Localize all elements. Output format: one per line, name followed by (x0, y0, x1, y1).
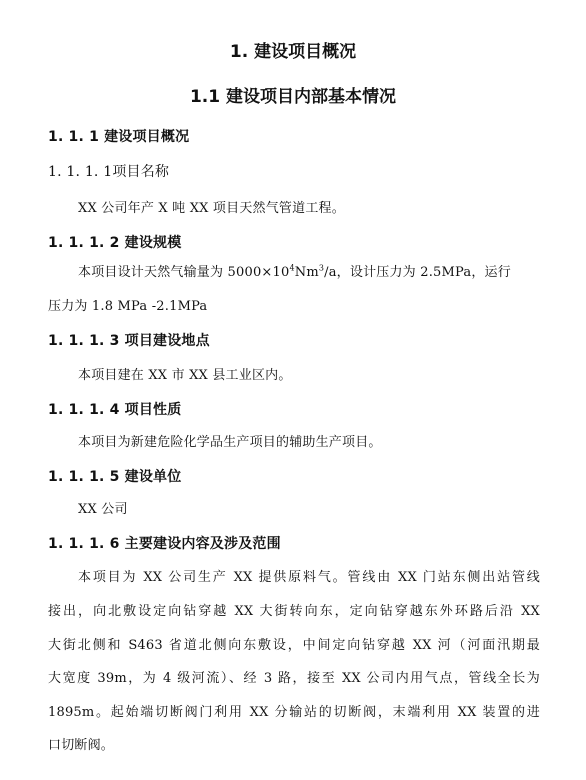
scale-superscript-2: 3 (318, 263, 325, 273)
content-line-2: 接出，向北敷设定向钻穿越 XX 大街转向东，定向钻穿越东外环路后沿 XX (48, 604, 540, 619)
section-heading-1-1-1-5: 1. 1. 1. 5 建设单位 (48, 469, 182, 485)
content-line-4: 大宽度 39m，为 4 级河流）、经 3 路，接至 XX 公司内用气点，管线全长为 (48, 671, 540, 686)
content-line-1: 本项目为 XX 公司生产 XX 提供原料气。管线由 XX 门站东侧出站管线 (78, 570, 540, 585)
document-title: 1. 建设项目概况 (229, 42, 357, 62)
unit-text: XX 公司 (78, 502, 128, 517)
document-subtitle: 1.1 建设项目内部基本情况 (189, 87, 397, 107)
section-heading-1-1-1: 1. 1. 1 建设项目概况 (48, 129, 190, 145)
scale-text-part-2: Nm (294, 265, 319, 280)
location-text: 本项目建在 XX 市 XX 县工业区内。 (78, 368, 292, 383)
scale-superscript-1: 4 (289, 263, 295, 273)
scale-paragraph-line-2: 压力为 1.8 MPa -2.1MPa (48, 299, 208, 314)
content-line-6: 口切断阀。 (48, 738, 115, 753)
scale-text-part-1: 本项目设计天然气输量为 5000×10 (78, 265, 290, 280)
content-line-3: 大街北侧和 S463 省道北侧向东敷设，中间定向钻穿越 XX 河（河面汛期最 (48, 638, 540, 653)
section-heading-1-1-1-2: 1. 1. 1. 2 建设规模 (48, 235, 182, 251)
content-line-5: 1895m。起始端切断阀门利用 XX 分输站的切断阀，末端利用 XX 装置的进 (48, 705, 540, 720)
scale-paragraph-line-1 (78, 263, 511, 280)
section-heading-1-1-1-1: 1. 1. 1. 1项目名称 (48, 164, 170, 180)
scale-text-part-3: /a，设计压力为 2.5MPa，运行 (324, 265, 511, 280)
project-name-text: XX 公司年产 X 吨 XX 项目天然气管道工程。 (78, 201, 345, 216)
section-heading-1-1-1-3: 1. 1. 1. 3 项目建设地点 (48, 333, 210, 349)
nature-text: 本项目为新建危险化学品生产项目的辅助生产项目。 (78, 435, 382, 450)
section-heading-1-1-1-6: 1. 1. 1. 6 主要建设内容及涉及范围 (48, 536, 281, 552)
section-heading-1-1-1-4: 1. 1. 1. 4 项目性质 (48, 402, 182, 418)
